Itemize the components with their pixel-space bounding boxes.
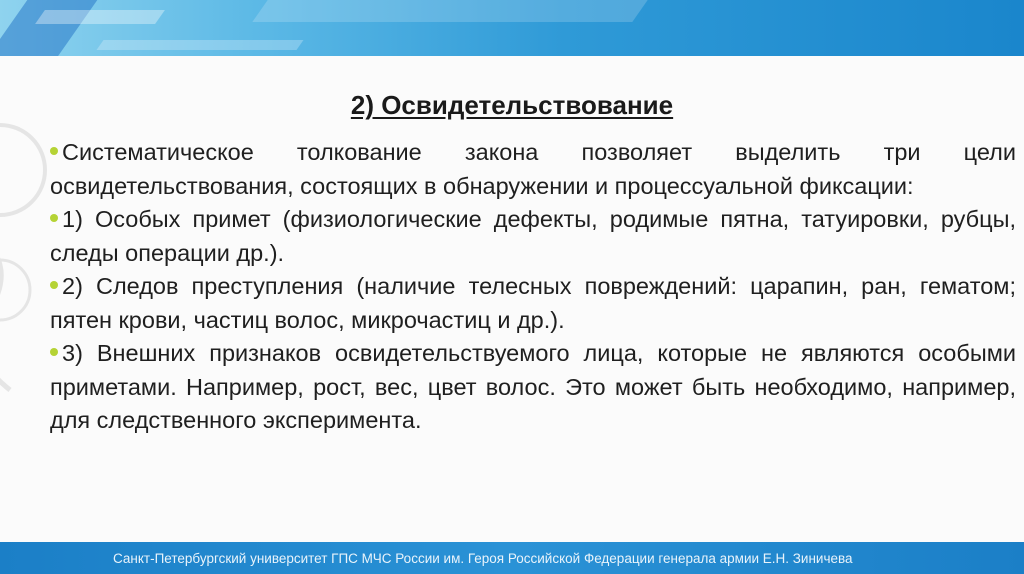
bullet-icon [50,147,58,155]
bullet-icon [50,281,58,289]
slide-title: 2) Освидетельствование [350,90,674,120]
list-item: 2) Следов преступления (наличие телесных повреждений: царапин, ран, гематом; пятен крови, частиц волос, микрочастиц и др.). [50,273,1016,333]
list-item: 1) Особых примет (физиологические дефекты, родимые пятна, татуировки, рубцы, следы операции др.). [50,206,1016,266]
bullet-icon [50,348,58,356]
header-stripe [35,10,165,24]
slide-body [50,136,1016,438]
footer-text: Санкт-Петербургский университет ГПС МЧС России им. Героя Российской Федерации генерала армии Е.Н. Зиничева [113,551,853,566]
bullet-icon [50,214,58,222]
list-item: Систематическое толкование закона позволяет выделить три цели освидетельствования, состоящих в обнаружении и процессуальной фиксации: [50,139,1016,199]
header-stripe [96,40,303,50]
header-stripe [252,0,647,22]
list-item: 3) Внешних признаков освидетельствуемого лица, которые не являются особыми приметами. Например, рост, вес, цвет волос. Это может быть необходимо, например, для следственного эксперимента. [50,340,1016,433]
